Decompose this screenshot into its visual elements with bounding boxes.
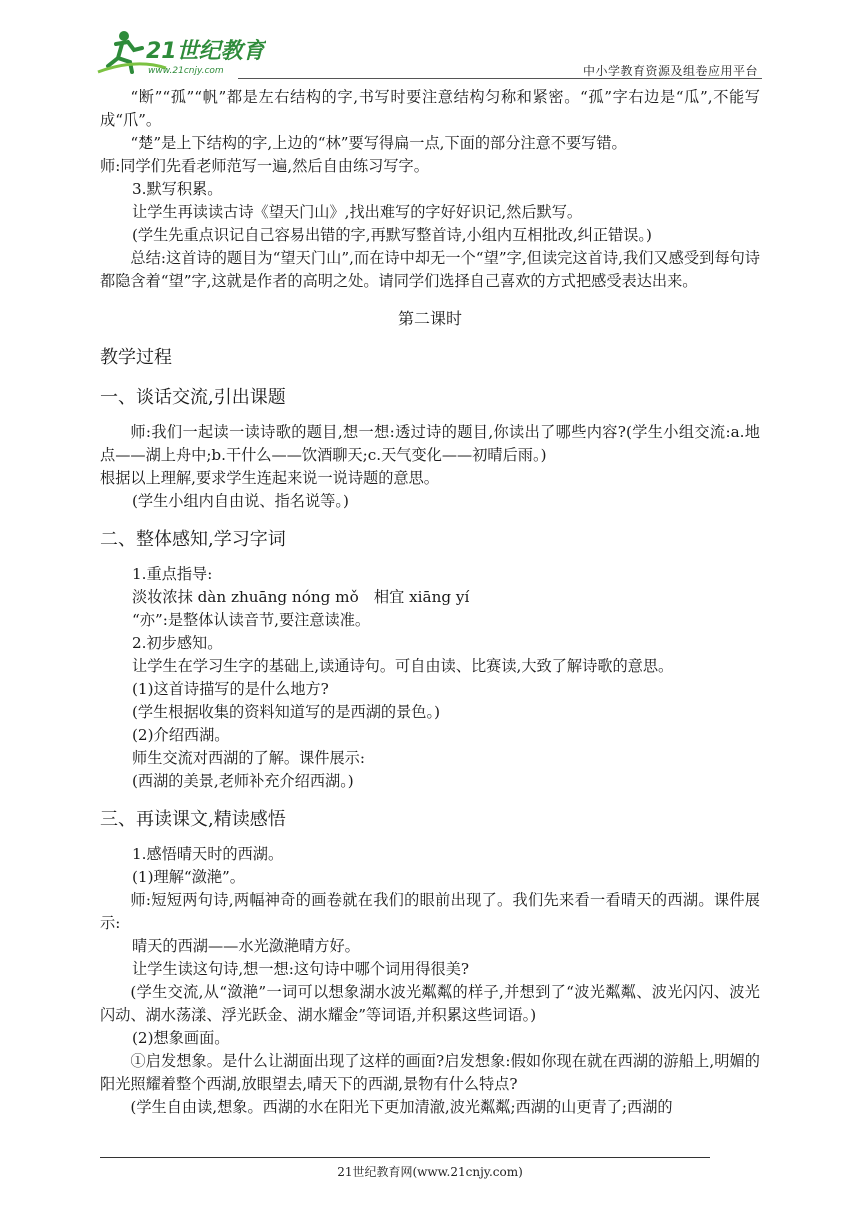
paragraph: 3.默写积累。 bbox=[132, 180, 223, 198]
paragraph: (学生小组内自由说、指名说等。) bbox=[132, 492, 349, 510]
paragraph: 1.感悟晴天时的西湖。 bbox=[132, 845, 284, 863]
header-divider bbox=[238, 78, 762, 79]
document-body bbox=[100, 86, 760, 1119]
paragraph: (2)想象画面。 bbox=[132, 1029, 230, 1047]
runner-logo-icon bbox=[96, 28, 266, 78]
logo-text: 21世纪教育 bbox=[146, 39, 265, 64]
paragraph: “断”“孤”“帆”都是左右结构的字,书写时要注意结构匀称和紧密。“孤”字右边是“瓜”,不能写成“爪”。 bbox=[100, 88, 760, 129]
paragraph: 师:短短两句诗,两幅神奇的画卷就在我们的眼前出现了。我们先来看一看晴天的西湖。课件展示: bbox=[100, 891, 760, 932]
paragraph: (学生根据收集的资料知道写的是西湖的景色。) bbox=[132, 703, 441, 721]
section-heading: 一、谈话交流,引出课题 bbox=[100, 387, 286, 408]
page-footer[interactable]: 21世纪教育网(www.21cnjy.com) bbox=[337, 1165, 523, 1179]
paragraph: 让学生再读读古诗《望天门山》,找出难写的字好好识记,然后默写。 bbox=[132, 203, 583, 221]
paragraph: “楚”是上下结构的字,上边的“林”要写得扁一点,下面的部分注意不要写错。 bbox=[130, 134, 627, 152]
paragraph: 总结:这首诗的题目为“望天门山”,而在诗中却无一个“望”字,但读完这首诗,我们又感受到每句诗都隐含着“望”字,这就是作者的高明之处。请同学们选择自己喜欢的方式把感受表达出来。 bbox=[100, 249, 760, 290]
paragraph: (1)理解“潋滟”。 bbox=[132, 868, 245, 886]
process-heading: 教学过程 bbox=[100, 347, 172, 368]
paragraph: 1.重点指导: bbox=[132, 565, 213, 583]
page-header bbox=[0, 0, 860, 80]
paragraph: 晴天的西湖——水光潋滟晴方好。 bbox=[132, 937, 360, 955]
paragraph: ①启发想象。是什么让湖面出现了这样的画面?启发想象:假如你现在就在西湖的游船上,明媚的阳光照耀着整个西湖,放眼望去,晴天下的西湖,景物有什么特点? bbox=[100, 1052, 760, 1093]
logo-url: www.21cnjy.com bbox=[148, 66, 224, 76]
site-logo[interactable] bbox=[96, 28, 266, 78]
section-heading: 三、再读课文,精读感悟 bbox=[100, 809, 286, 830]
paragraph: (西湖的美景,老师补充介绍西湖。) bbox=[132, 772, 354, 790]
paragraph: “亦”:是整体认读音节,要注意读准。 bbox=[132, 611, 371, 629]
paragraph: 师生交流对西湖的了解。课件展示: bbox=[132, 749, 365, 767]
paragraph: (学生先重点识记自己容易出错的字,再默写整首诗,小组内互相批改,纠正错误。) bbox=[132, 226, 652, 244]
paragraph: 师:我们一起读一读诗歌的题目,想一想:透过诗的题目,你读出了哪些内容?(学生小组交流:a.地点——湖上舟中;b.干什么——饮酒聊天;c.天气变化——初晴后雨。) bbox=[100, 423, 760, 464]
paragraph: 2.初步感知。 bbox=[132, 634, 223, 652]
footer-divider bbox=[100, 1157, 710, 1158]
paragraph: (学生交流,从“潋滟”一词可以想象湖水波光粼粼的样子,并想到了“波光粼粼、波光闪闪、波光闪动、湖水荡漾、浮光跃金、湖水耀金”等词语,并积累这些词语。) bbox=[100, 983, 760, 1024]
paragraph: (学生自由读,想象。西湖的水在阳光下更加清澈,波光粼粼;西湖的山更青了;西湖的 bbox=[130, 1098, 673, 1116]
paragraph: 让学生读这句诗,想一想:这句诗中哪个词用得很美? bbox=[132, 960, 470, 978]
paragraph: (2)介绍西湖。 bbox=[132, 726, 230, 744]
paragraph: 根据以上理解,要求学生连起来说一说诗题的意思。 bbox=[100, 469, 439, 487]
header-tagline: 中小学教育资源及组卷应用平台 bbox=[582, 64, 758, 78]
paragraph: 让学生在学习生字的基础上,读通诗句。可自由读、比赛读,大致了解诗歌的意思。 bbox=[132, 657, 674, 675]
lesson-title: 第二课时 bbox=[397, 309, 462, 328]
paragraph: 淡妆浓抹 dàn zhuāng nóng mǒ 相宜 xiāng yí bbox=[132, 588, 470, 606]
paragraph: (1)这首诗描写的是什么地方? bbox=[132, 680, 329, 698]
paragraph: 师:同学们先看老师范写一遍,然后自由练习写字。 bbox=[100, 157, 429, 175]
section-heading: 二、整体感知,学习字词 bbox=[100, 529, 286, 550]
